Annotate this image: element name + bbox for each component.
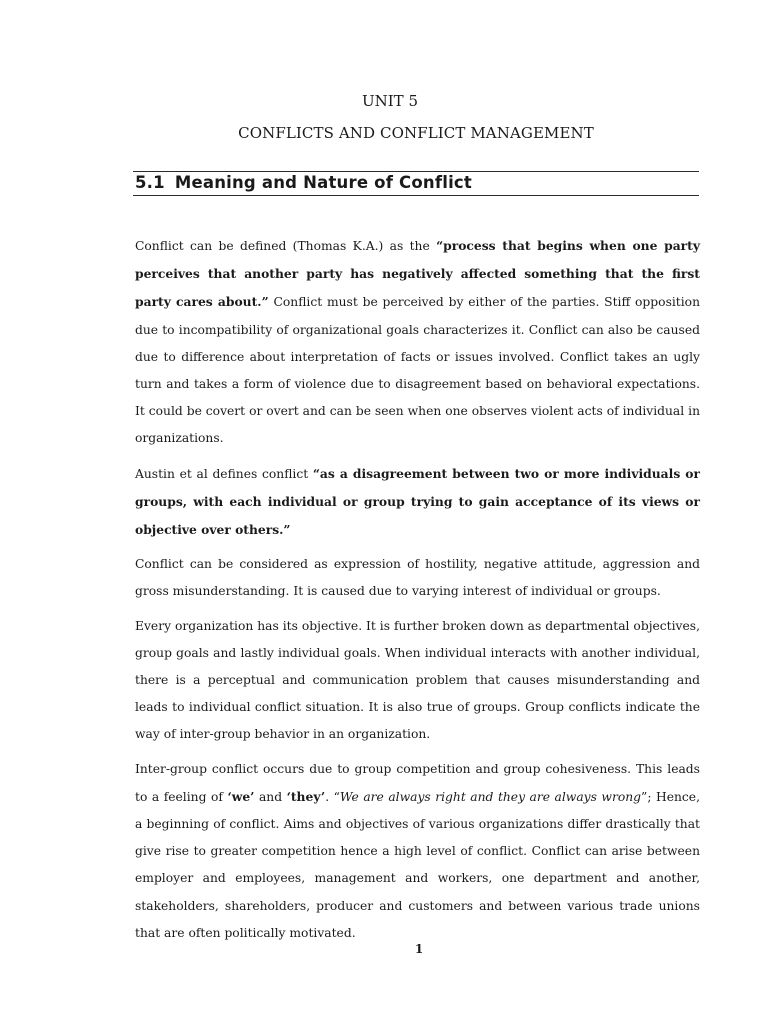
paragraph-expression: Conflict can be considered as expression of hostility, negative attitude, aggression and gross misunderstanding. It is caused due to varying interest of individual or groups. [135, 557, 700, 599]
paragraph-text: Conflict can be defined (Thomas K.A.) as the [135, 239, 437, 253]
paragraph-text: and [254, 789, 287, 804]
paragraph-intergroup [135, 756, 700, 947]
austin-quote: “as a disagreement between two or more individuals or groups, with each individual or group trying to gain acceptance of its views or objective over others.” [135, 465, 700, 538]
section-rule-top [133, 171, 699, 172]
section-title-text: Meaning and Nature of Conflict [174, 173, 472, 192]
paragraph-text: ”; Hence, a beginning of conflict. Aims and objectives of various organizations differ drastically that give rise to greater competition hence a high level of conflict. Conflict can arise between employer and employees, management and workers, one department and another, stakeholders, shareholders, producer and customers and between various trade unions that are often politically motivated. [135, 789, 700, 940]
italic-quote: We are always right and they are always wrong [339, 789, 642, 804]
body-text [135, 232, 700, 954]
they-term: ‘they’ [286, 788, 326, 804]
section-number: 5.1 [135, 173, 165, 192]
we-term: ‘we’ [227, 788, 255, 804]
section-heading [135, 173, 472, 192]
chapter-title: CONFLICTS AND CONFLICT MANAGEMENT [238, 124, 594, 142]
paragraph-text: Conflict must be perceived by either of the parties. Stiff opposition due to incompatibility of organizational goals characterizes it. Conflict can also be caused due to difference about interpretation of facts or issues involved. Conflict takes an ugly turn and takes a form of violence due to disagreement based on behavioral expectations. It could be covert or overt and can be seen when one observes violent acts of individual in organizations. [135, 295, 701, 446]
unit-heading: UNIT 5 [361, 92, 418, 110]
paragraph-text: Austin et al defines conflict [135, 466, 313, 481]
section-rule-bottom [133, 195, 699, 196]
paragraph-austin [135, 460, 700, 545]
definition-quote: “process that begins when one party perceives that another party has negatively affected something that the first party cares about.” [135, 238, 700, 310]
paragraph-text: . “ [325, 789, 340, 804]
paragraph-organization: Every organization has its objective. It is further broken down as departmental objectives, group goals and lastly individual goals. When individual interacts with another individual, there is a perceptual and communication problem that causes misunderstanding and leads to individual conflict situation. It is also true of groups. Group conflicts indicate the way of inter-group behavior in an organization. [135, 618, 700, 742]
paragraph-definition [135, 232, 700, 453]
paragraph-text: Inter-group conflict occurs due to group competition and group cohesiveness. This leads to a feeling of [135, 761, 700, 804]
page-number: 1 [414, 942, 424, 956]
